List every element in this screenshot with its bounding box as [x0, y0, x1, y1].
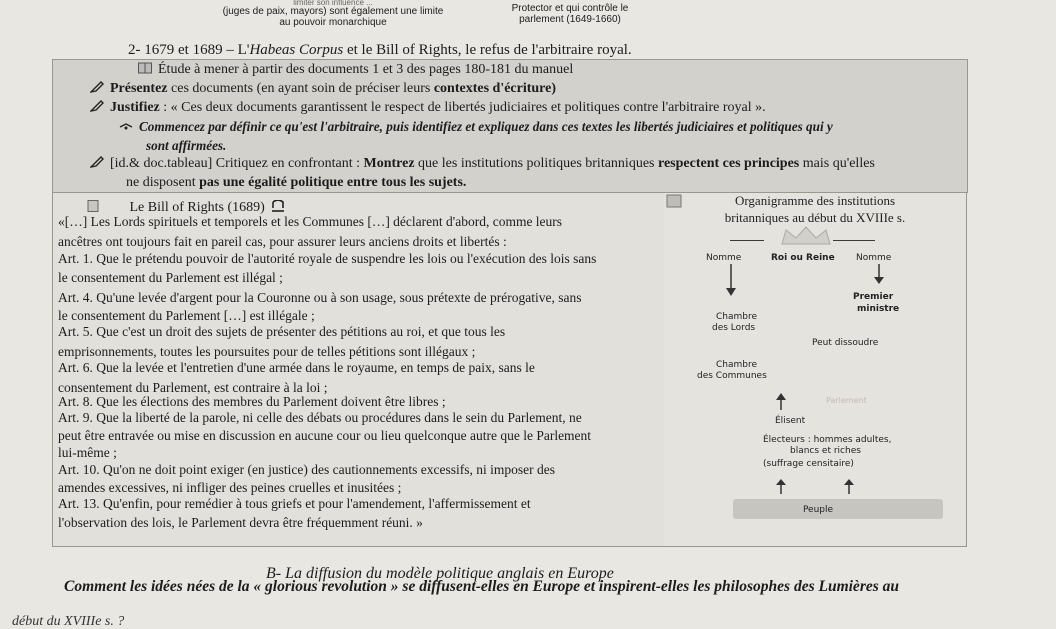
bill-line: Art. 5. Que c'est un droit des sujets de présenter des pétitions au roi, et que tous les: [58, 324, 506, 339]
organigram-title-1: Organigramme des institutions: [734, 193, 896, 208]
org-chambre-communes-1: Chambre: [716, 360, 758, 370]
pencil-icon: [90, 100, 104, 112]
document-icon: [86, 200, 100, 212]
instruction-line4-text: Commencez par définir ce qu'est l'arbitraire, puis identifiez et expliquez dans ces textes les libertés judiciaires et politiques qui y: [139, 119, 833, 134]
bill-line: «[…] Les Lords spirituels et temporels et les Communes […] déclarent d'abord, comme leurs: [58, 214, 563, 229]
org-nomme-left: Nomme: [706, 253, 742, 263]
arrow-up-icon: [774, 392, 788, 410]
section-title-prefix: 2- 1679 et 1689 – L': [128, 42, 250, 58]
bill-line: consentement du Parlement, est contraire à la loi ;: [58, 380, 328, 395]
top-left-line2: au pouvoir monarchique: [279, 17, 387, 28]
org-peut-dissoudre: Peut dissoudre: [812, 338, 879, 348]
org-electeurs-2: blancs et riches: [790, 446, 861, 456]
top-left-cut-text: limiter son influence ...: [293, 0, 373, 6]
instruction-line7: [126, 175, 466, 191]
bill-line: Art. 8. Que les élections des membres du Parlement doivent être libres ;: [58, 394, 446, 409]
org-electeurs-3: (suffrage censitaire): [763, 459, 854, 469]
crown-icon: [778, 224, 834, 246]
bill-line: amendes excessives, ni infliger des peines cruelles et inusitées ;: [58, 480, 402, 495]
bill-line: l'observation des lois, le Parlement devra être fréquemment réuni. »: [58, 515, 423, 530]
instruction-line7-a: ne disposent: [126, 175, 200, 190]
instruction-line2-text: ces documents (en ayant soin de préciser leurs: [167, 81, 434, 96]
pencil-icon: [90, 156, 104, 168]
section-title: [128, 42, 632, 59]
part-b-question: Comment les idées nées de la « glorious revolution » se diffusent-elles en Europe et inspirent-elles les philosophes des Lumières au: [64, 578, 900, 595]
org-link-right: [833, 240, 875, 241]
instruction-present-bold: Présentez: [110, 81, 168, 96]
bill-line: Art. 10. Qu'on ne doit point exiger (en justice) des cautionnements excessifs, ni imposer des: [58, 462, 555, 477]
top-right-fragment: [484, 0, 656, 25]
instruction-line3-text: : « Ces deux documents garantissent le respect de libertés judiciaires et politiques contre l'arbitraire royal ».: [159, 100, 766, 115]
section-title-suffix: et le Bill of Rights, le refus de l'arbitraire royal.: [343, 42, 632, 58]
top-left-fragment: [204, 0, 462, 28]
org-chambre-lords-1: Chambre: [716, 312, 758, 322]
arrow-down-icon: [724, 264, 738, 298]
org-peuple: Peuple: [802, 505, 834, 515]
arrow-down-icon: [872, 264, 886, 286]
audio-icon: [271, 200, 285, 212]
bill-line: emprisonnements, toutes les poursuites pour de telles pétitions sont illégaux ;: [58, 344, 476, 359]
org-chambre-lords-2: des Lords: [712, 323, 756, 333]
instruction-line6-b: Montrez: [363, 156, 415, 171]
instruction-line3: [90, 100, 766, 116]
pencil-icon: [90, 81, 104, 93]
arrow-up-icon: [774, 478, 788, 494]
org-roi: Roi ou Reine: [771, 253, 835, 263]
instruction-line2: [90, 81, 556, 97]
instruction-line6-e: mais qu'elles: [799, 156, 875, 171]
top-left-line1: (juges de paix, mayors) sont également une limite: [222, 6, 444, 17]
org-nomme-right: Nomme: [856, 253, 892, 263]
instruction-line1: [138, 62, 573, 78]
org-premier: Premier: [853, 292, 894, 302]
org-link-left: [730, 240, 764, 241]
bill-line: Art. 9. Que la liberté de la parole, ni celle des débats ou procédures dans le sein du Parlement, ne: [58, 410, 582, 425]
arrow-up-icon: [842, 478, 856, 494]
bill-line: le consentement du Parlement […] est illégale ;: [58, 308, 315, 323]
org-electeurs-1: Électeurs : hommes adultes,: [763, 435, 892, 445]
org-chambre-communes-2: des Communes: [697, 371, 767, 381]
tip-icon: [119, 120, 133, 132]
bill-line: Art. 1. Que le prétendu pouvoir de l'autorité royale de suspendre les lois ou l'exécution des lois sans: [58, 251, 597, 266]
instruction-line6: [90, 156, 875, 172]
bill-line: Art. 6. Que la levée et l'entretien d'une armée dans le royaume, en temps de paix, sans le: [58, 360, 535, 375]
instruction-context-bold: contextes d'écriture): [433, 81, 557, 96]
organigram-document: [664, 193, 967, 547]
top-right-line2: parlement (1649-1660): [519, 14, 621, 25]
org-parlement: Parlement: [826, 396, 867, 405]
bill-title-text: Le Bill of Rights (1689): [129, 200, 265, 215]
bill-line: lui-même ;: [58, 445, 117, 460]
part-b-title: B- La diffusion du modèle politique anglais en Europe: [266, 565, 614, 582]
instruction-line5: sont affirmées.: [146, 138, 227, 153]
instruction-line6-c: que les institutions politiques britanniques: [414, 156, 658, 171]
section-title-italic: Habeas Corpus: [249, 42, 344, 58]
bill-line: ancêtres ont toujours fait en pareil cas, pour assurer leurs anciens droits et libertés :: [58, 234, 507, 249]
instruction-line6-a: [id.& doc.tableau] Critiquez en confrontant :: [110, 156, 364, 171]
instruction-justify-bold: Justifiez: [110, 100, 160, 115]
bill-line: Art. 4. Qu'une levée d'argent pour la Couronne ou à son usage, sous prétexte de prérogative, sans: [58, 290, 582, 305]
instruction-line7-b: pas une égalité politique entre tous les sujets.: [199, 175, 467, 190]
org-ministre: ministre: [857, 304, 900, 314]
bill-line: Art. 13. Qu'enfin, pour remédier à tous griefs et pour l'amendement, l'affermissement et: [58, 496, 531, 511]
image-icon: [666, 194, 682, 208]
instruction-line1-text: Étude à mener à partir des documents 1 et 3 des pages 180-181 du manuel: [158, 62, 574, 77]
organigram-title-2: britanniques au début du XVIIIe s.: [724, 210, 906, 225]
instruction-line4: [119, 119, 833, 135]
part-b-question-continued: début du XVIIIe s. ?: [12, 614, 125, 629]
bill-line: le consentement du Parlement est illégal ;: [58, 270, 283, 285]
org-elisent: Élisent: [775, 416, 806, 426]
book-icon: [138, 62, 152, 74]
top-right-line1: Protector et qui contrôle le: [511, 3, 629, 14]
instruction-line6-d: respectent ces principes: [657, 156, 800, 171]
bill-line: peut être entravée ou mise en discussion en aucune cour ou lieu quelconque autre que le Parlement: [58, 428, 592, 443]
